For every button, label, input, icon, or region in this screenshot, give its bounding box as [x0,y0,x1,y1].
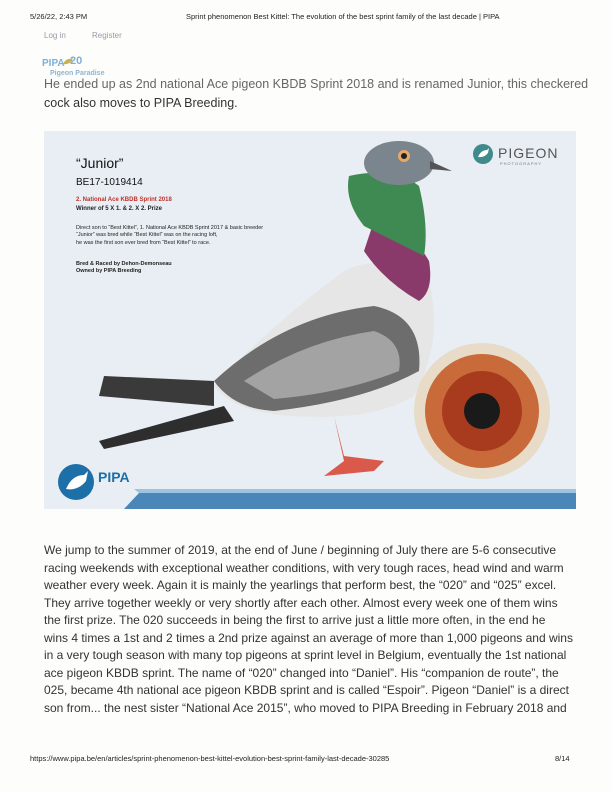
paragraph-line: son from... the nest sister “National Ace 2015”, who moved to PIPA Breeding in February 2018 and [44,700,567,715]
winner-line: Winner of 5 X 1. & 2. X 2. Prize [76,206,162,212]
paragraph-line: They arrive together weekly or very shortly after each other. Almost every week one of them wins [44,595,558,610]
breeder-note [76,261,326,276]
print-footer-url: https://www.pipa.be/en/articles/sprint-phenomenon-best-kittel-evolution-best-sprint-family-last-decade-30285 [30,754,390,763]
pigeon-ring-number: BE17-1019414 [76,177,143,188]
pipa-brand-label: PIPA [98,469,130,485]
pigeon-photography-logo-icon [472,143,494,165]
register-link[interactable]: Register [92,31,122,40]
pedigree-line-2: “Junior” was bred while “Best Kittel” was on the racing loft, [76,232,218,239]
photographer-brand: PIGEON [498,145,559,161]
paragraph-line: wins 4 times a 1st and 2 times a 2nd prize against an average of more than 1,000 pigeons and wins [44,630,573,645]
pigeon-name: “Junior” [76,155,124,171]
article-paragraph [44,542,576,717]
pedigree-note [76,225,326,247]
intro-line: cock also moves to PIPA Breeding. [44,96,238,110]
logo-brand: PIPA [42,58,65,69]
paragraph-line: 025, became 4th national ace pigeon KBDB sprint and is called “Espoir”. Pigeon “Daniel” is a direct [44,683,569,697]
logo-tagline: Pigeon Paradise [50,70,105,77]
print-page-number: 8/14 [555,754,570,763]
intro-clipped-line: He ended up as 2nd national Ace pigeon KBDB Sprint 2018 and is renamed Junior, this checkered [44,77,589,91]
pedigree-line-3: he was the first son ever bred from “Best Kittel” to race. [76,239,211,246]
paragraph-line: ace pigeon KBDB sprint. The name of “020” changed into “Daniel”. His “companion de route”, the [44,665,559,680]
pedigree-line-1: Direct son to “Best Kittel”, 1. National Ace KBDB Sprint 2017 & basic breeder [76,225,264,231]
logo-anniversary: 20 [70,55,83,67]
photographer-subtitle: PHOTOGRAPHY [500,161,543,166]
pigeon-card-image [44,131,576,509]
owner-line: Owned by PIPA Breeding [76,268,142,275]
ace-title: 2. National Ace KBDB Sprint 2018 [76,197,172,203]
paragraph-line: weather every week. Again it is mainly the yearlings that perform best, the “020” and “025” excel. [44,578,557,592]
paragraph-line: in a very tough season with many top pigeons at sprint level in Belgium, eventually the 1st national [44,648,567,662]
print-datetime: 5/26/22, 2:43 PM [30,12,88,21]
paragraph-line: the first prize. The 020 succeeds in being the first to arrive just a little more often, in the end he [44,613,546,627]
breeder-line: Bred & Raced by Dehon-Demonseau [76,261,172,267]
paragraph-line: racing weekends with exceptional weather conditions, with very tough races, head wind and warm [44,560,564,575]
paragraph-line: We jump to the summer of 2019, at the end of June / beginning of July there are 5-6 consecutive [44,543,557,557]
login-link[interactable]: Log in [44,31,66,40]
print-page-title: Sprint phenomenon Best Kittel: The evolution of the best sprint family of the last decade | PIPA [186,12,500,21]
